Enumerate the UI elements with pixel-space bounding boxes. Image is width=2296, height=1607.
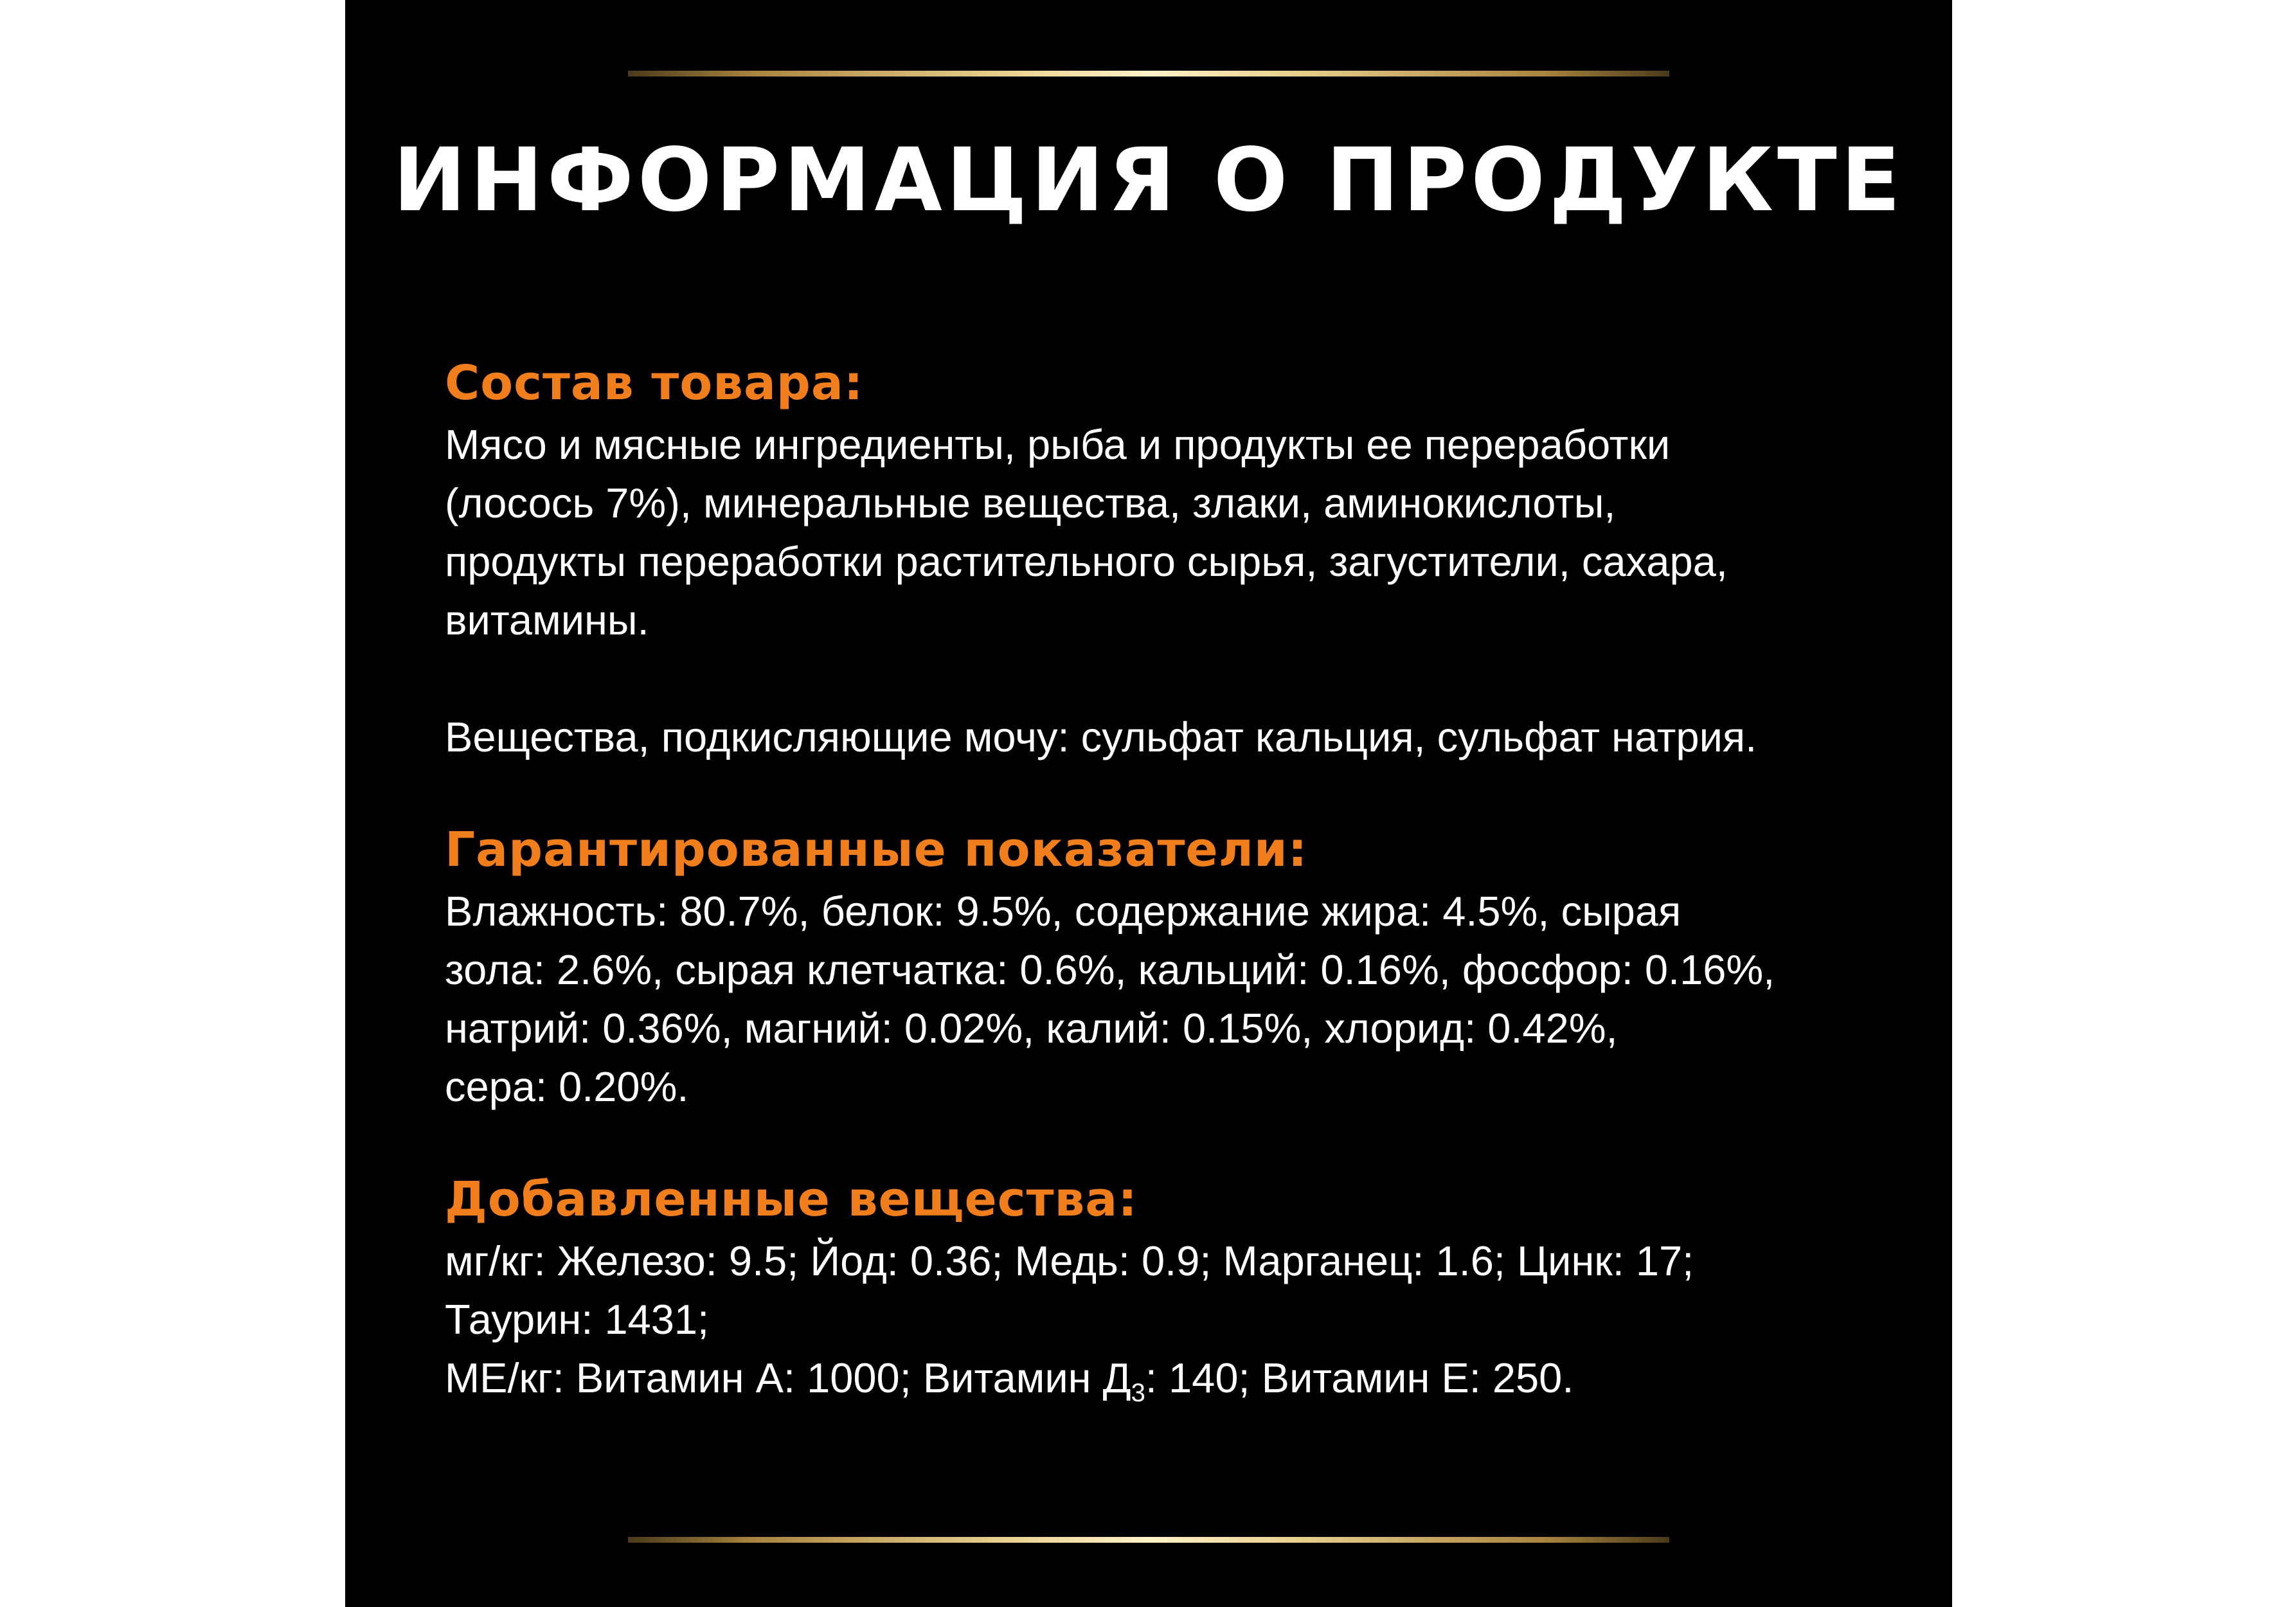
composition-heading: Состав товара: [445, 355, 864, 411]
gold-divider-bottom [628, 1537, 1669, 1543]
page-title: ИНФОРМАЦИЯ О ПРОДУКТЕ [393, 130, 1905, 231]
product-info-panel [345, 0, 1952, 1607]
guaranteed-text: Влажность: 80.7%, белок: 9.5%, содержание жира: 4.5%, сырая зола: 2.6%, сырая клетчатка: 0.6%, кальций: 0.16%, фосфор: 0.16%, натрий: 0.36%, магний: 0.02%, калий: 0.15%, хлорид: 0.42%, сера: 0.20%. [445, 888, 1775, 1110]
acidifiers-text: Вещества, подкисляющие мочу: сульфат кальция, сульфат натрия. [445, 714, 1757, 760]
additives-me-prefix: МЕ/кг: Витамин А: 1000; Витамин Д [445, 1354, 1131, 1401]
composition-text: Мясо и мясные ингредиенты, рыба и продукты ее переработки (лосось 7%), минеральные вещества, злаки, аминокислоты, продукты переработки растительного сырья, загустители, сахара, витамины. [445, 421, 1728, 643]
composition-section [445, 351, 1891, 766]
vitamin-d-subscript: 3 [1131, 1379, 1145, 1407]
additives-mg-text: мг/кг: Железо: 9.5; Йод: 0.36; Медь: 0.9; Марганец: 1.6; Цинк: 17; Таурин: 1431; [445, 1237, 1694, 1343]
additives-heading: Добавленные вещества: [445, 1172, 1138, 1227]
additives-section [445, 1167, 1891, 1407]
gold-divider-top [628, 71, 1669, 76]
guaranteed-heading: Гарантированные показатели: [445, 822, 1308, 877]
guaranteed-section [445, 818, 1891, 1116]
additives-me-text [445, 1349, 1891, 1407]
additives-me-suffix: : 140; Витамин Е: 250. [1145, 1354, 1574, 1401]
product-info-content [445, 351, 1891, 1407]
